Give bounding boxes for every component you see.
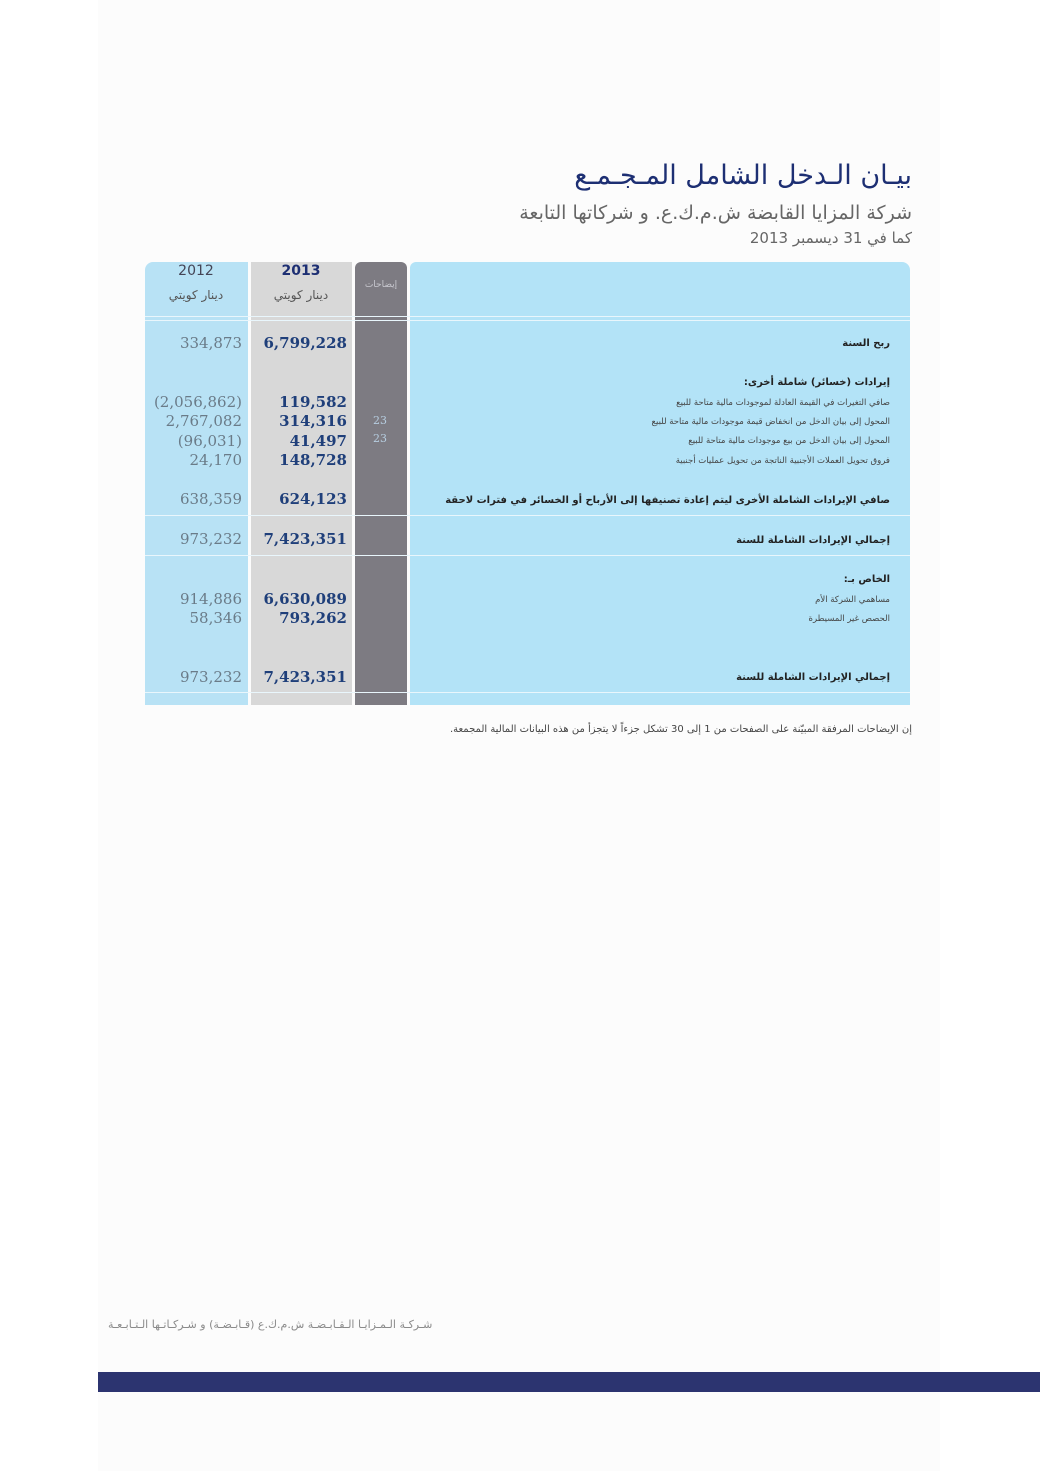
value-2012: 334,873 (179, 334, 242, 352)
value-2012: 914,886 (179, 590, 242, 608)
column-description (410, 262, 910, 705)
value-2013: 6,630,089 (263, 590, 347, 608)
value-2012: (2,056,862) (153, 393, 242, 411)
value-2013: 41,497 (289, 432, 347, 450)
note-ref: 23 (373, 432, 387, 445)
row-label: الخاص بـ: (843, 574, 890, 585)
value-2012: 638,359 (179, 490, 242, 508)
column-2012 (145, 262, 248, 705)
value-2013: 7,423,351 (263, 530, 347, 548)
value-2013: 7,423,351 (263, 668, 347, 686)
row-label: صافي التغيرات في القيمة العادلة لموجودات مالية متاحة للبيع (676, 398, 890, 408)
value-2012: 973,232 (179, 530, 242, 548)
header-currency-2013: دينار كويتي (273, 288, 329, 302)
statement-title: بيـان الـدخل الشامل المـجـمـع (574, 160, 912, 191)
row-label: إيرادات (خسائر) شاملة أخرى: (743, 377, 890, 388)
value-2013: 314,316 (279, 412, 347, 430)
row-label: مساهمي الشركة الأم (815, 595, 890, 605)
value-2012: (96,031) (177, 432, 242, 450)
value-2012: 2,767,082 (165, 412, 242, 430)
row-divider (145, 555, 910, 556)
note-ref: 23 (373, 414, 387, 427)
header-year-2013: 2013 (281, 263, 321, 279)
row-label: صافي الإيرادات الشاملة الأخرى ليتم إعادة تصنيفها إلى الأرباح أو الخسائر في فترات لاحقة (445, 495, 890, 506)
row-label: فروق تحويل العملات الأجنبية الناتجة من تحويل عمليات أجنبية (675, 456, 890, 466)
value-2013: 624,123 (279, 490, 347, 508)
row-divider (145, 515, 910, 516)
row-label: ربح السنة (842, 338, 890, 349)
header-currency-2012: دينار كويتي (168, 288, 224, 302)
row-label: الحصص غير المسيطرة (808, 614, 890, 624)
footnote: إن الإيضاحات المرفقة المبيّنة على الصفحات من 1 إلى 30 تشكل جزءاً لا يتجزأ من هذه البيانات المالية المجمعة. (449, 724, 912, 735)
footer-bar (98, 1372, 1040, 1392)
row-label: المحول إلى بيان الدخل من انخفاض قيمة موجودات مالية متاحة للبيع (651, 417, 890, 427)
value-2013: 148,728 (279, 451, 347, 469)
value-2013: 793,262 (279, 609, 347, 627)
statement-date: كما في 31 ديسمبر 2013 (749, 229, 912, 247)
header-divider (145, 320, 910, 321)
header-divider (145, 316, 910, 317)
page-footer: شـركـة الـمـزايـا الـقـابـضـة ش.م.ك.ع (قـابـضـة) و شـركـاتـها الـتـابـعـة (108, 1318, 433, 1331)
column-2013 (251, 262, 352, 705)
column-notes (355, 262, 407, 705)
value-2012: 58,346 (189, 609, 242, 627)
row-label: إجمالي الإيرادات الشاملة للسنة (736, 672, 890, 683)
value-2012: 973,232 (179, 668, 242, 686)
row-divider (145, 692, 910, 693)
row-label: إجمالي الإيرادات الشاملة للسنة (736, 535, 890, 546)
row-label: المحول إلى بيان الدخل من بيع موجودات مالية متاحة للبيع (688, 436, 890, 446)
value-2013: 119,582 (279, 393, 347, 411)
value-2013: 6,799,228 (263, 334, 347, 352)
header-notes: إيضاحات (364, 280, 398, 290)
header-year-2012: 2012 (178, 263, 214, 279)
value-2012: 24,170 (189, 451, 242, 469)
company-name: شركة المزايا القابضة ش.م.ك.ع. و شركاتها التابعة (519, 202, 912, 224)
